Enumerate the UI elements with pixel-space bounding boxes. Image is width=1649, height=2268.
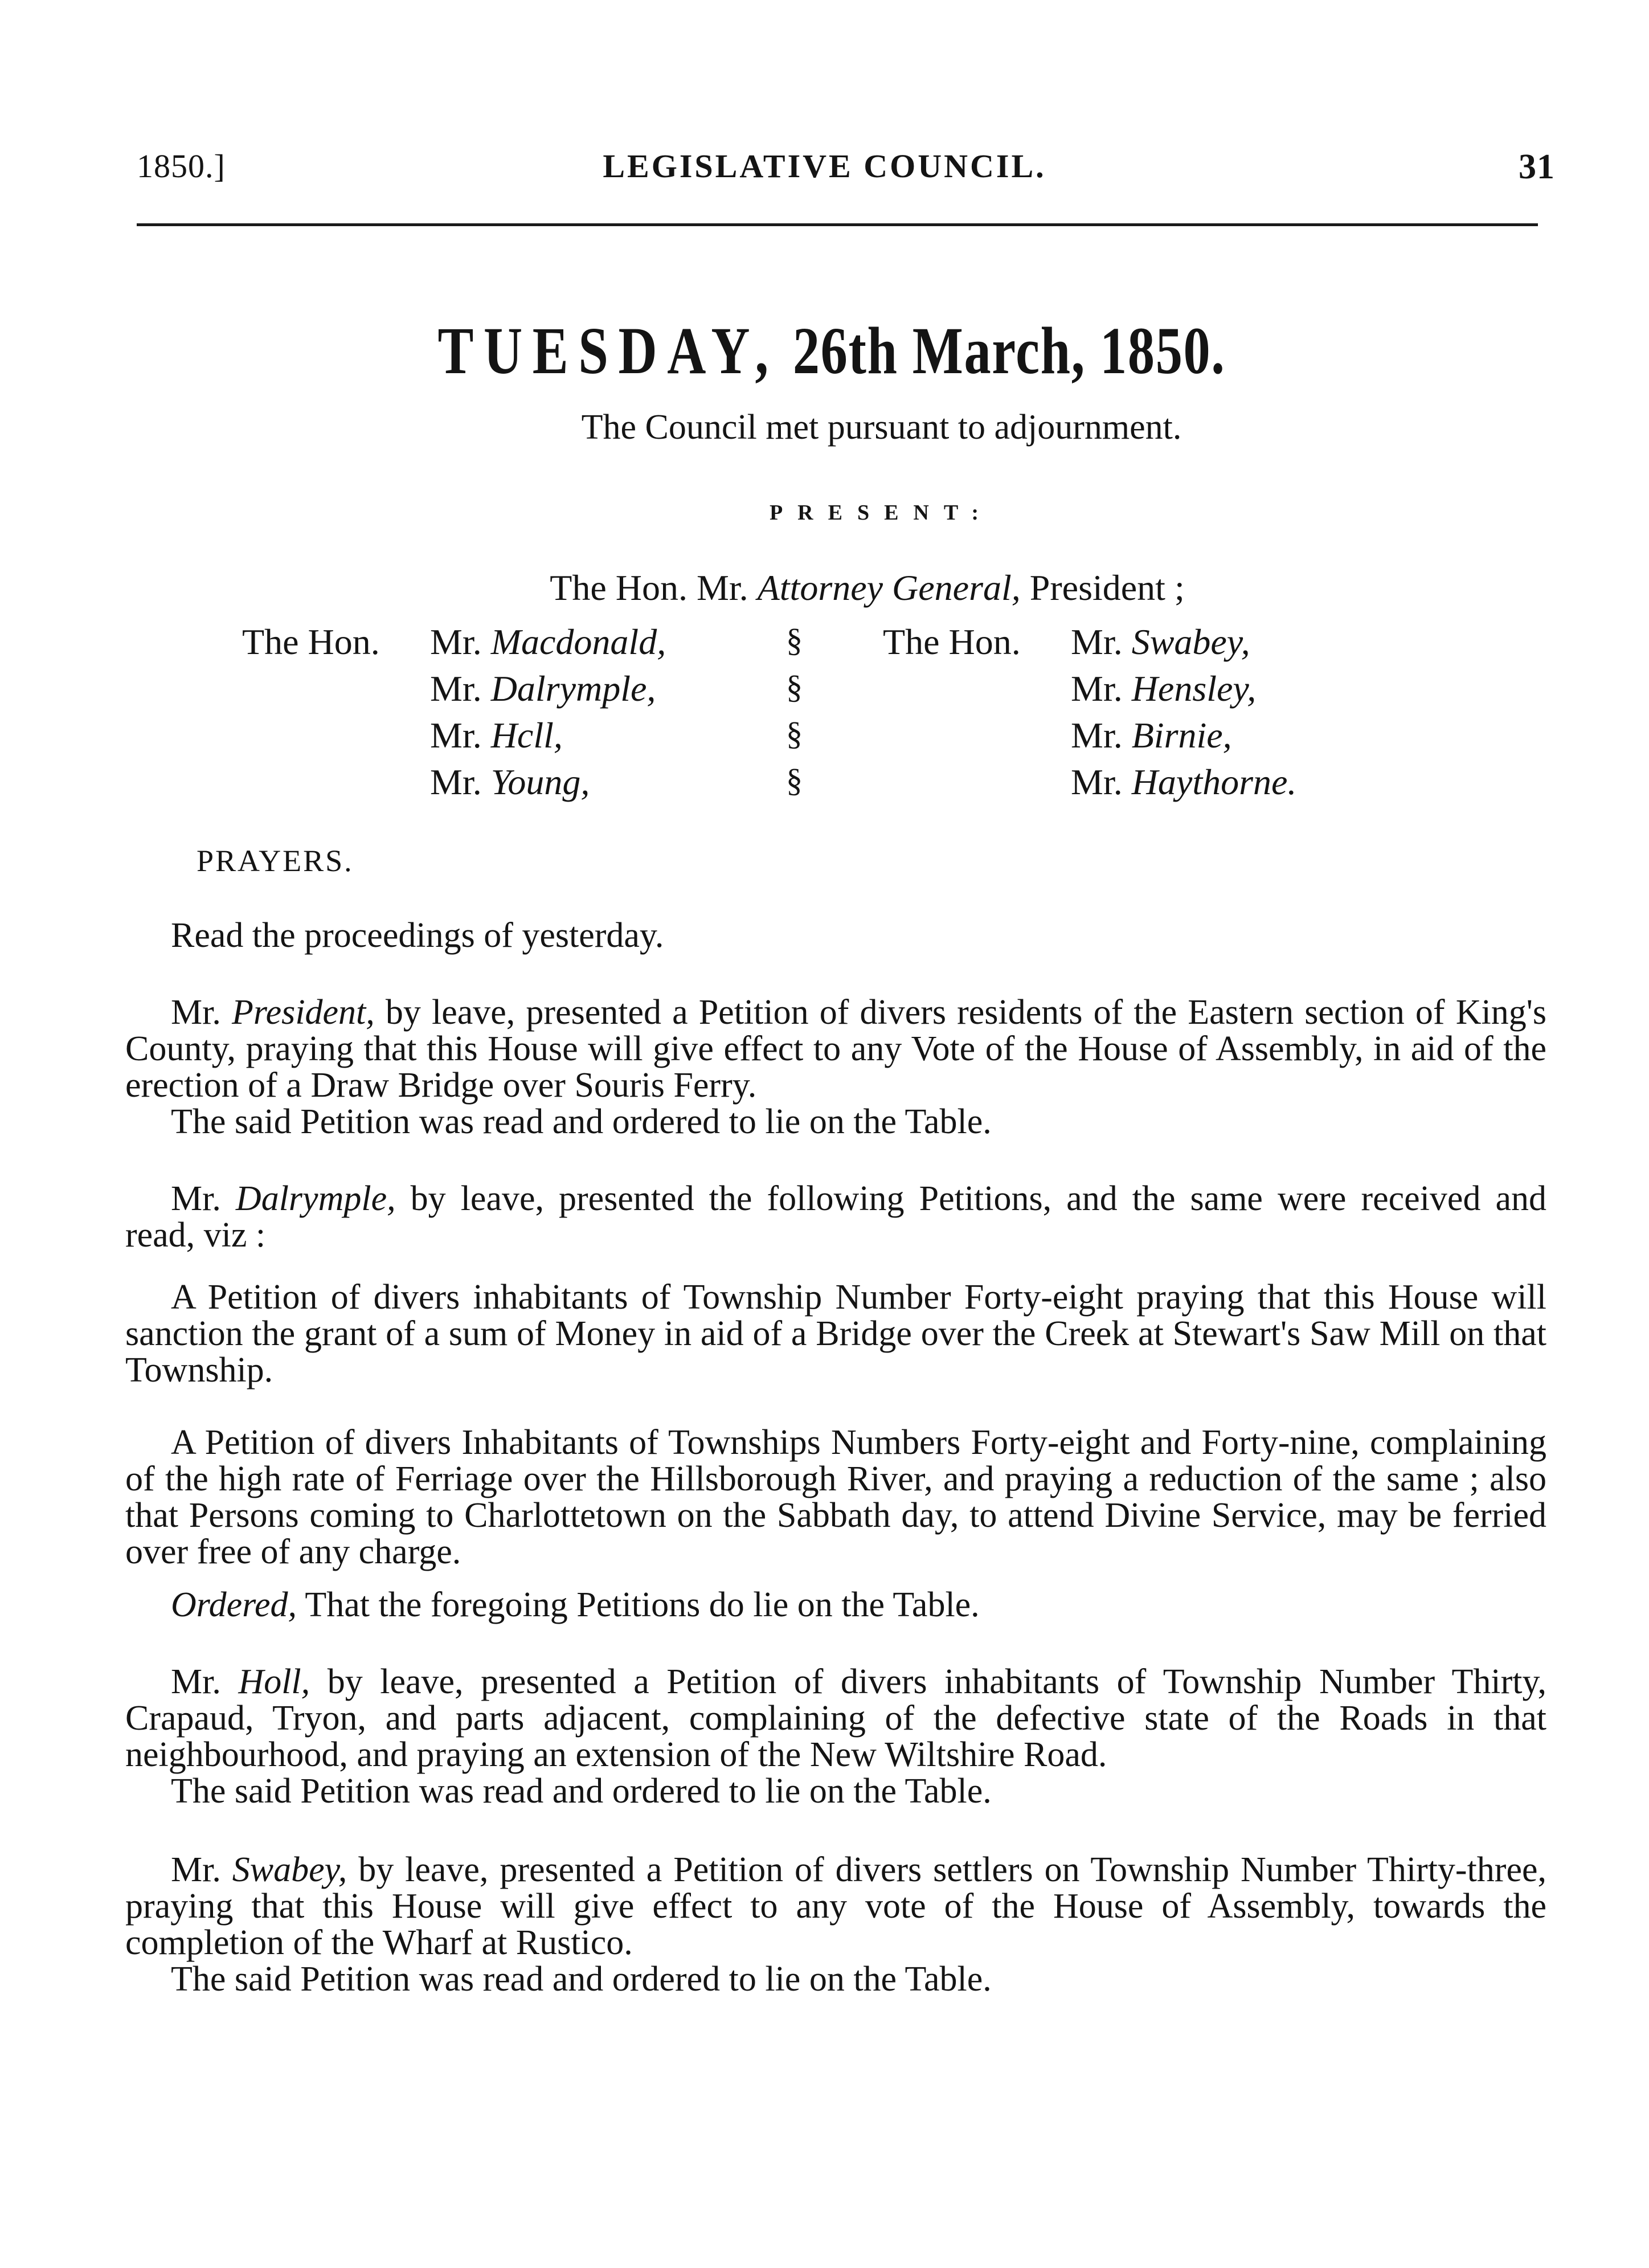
member-right: Mr. Haythorne.	[1071, 762, 1297, 802]
hon-label-right: The Hon.	[883, 622, 1021, 662]
present-label: PRESENT:	[769, 501, 994, 525]
speaker-prefix: Mr.	[171, 1662, 221, 1701]
petition-followup: The said Petition was read and ordered to lie on the Table.	[171, 1102, 992, 1141]
president-prefix: The Hon. Mr.	[550, 567, 748, 608]
ordered-word: Ordered,	[171, 1585, 297, 1624]
ordered-paragraph: Ordered, That the foregoing Petitions do lie on the Table.	[171, 1585, 980, 1624]
members-row	[0, 714, 1649, 761]
page-number: 31	[1519, 148, 1555, 186]
speaker-prefix: Mr.	[171, 1179, 221, 1218]
members-row	[0, 761, 1649, 808]
member-left: Mr. Young,	[430, 762, 590, 802]
running-head-title: LEGISLATIVE COUNCIL.	[603, 148, 1046, 185]
member-left: Mr. Dalrymple,	[430, 668, 656, 709]
prayers-heading: PRAYERS.	[197, 844, 354, 878]
speaker-name: Dalrymple,	[235, 1179, 396, 1218]
header-rule	[137, 223, 1538, 226]
date-heading-day: TUESDAY,	[437, 313, 779, 388]
section-separator: §	[786, 762, 803, 799]
petition-item: A Petition of divers Inhabitants of Townships Numbers Forty-eight and Forty-nine, complaining of the high rate of Ferriage over the Hillsborough River, and praying a reduction of the same ; also that Persons coming to Charlottetown on the Sabbath day, to attend Divine Service, may be ferried over free of any charge.	[125, 1423, 1546, 1571]
president-suffix: President ;	[1029, 567, 1185, 608]
speaker-name: Holl,	[238, 1662, 310, 1701]
member-right: Mr. Hensley,	[1071, 668, 1257, 709]
section-separator: §	[786, 668, 803, 705]
members-row	[0, 668, 1649, 714]
petition-followup: The said Petition was read and ordered to lie on the Table.	[171, 1772, 992, 1811]
section-separator: §	[786, 622, 803, 659]
speaker-name: Swabey,	[232, 1850, 347, 1889]
members-list	[0, 621, 1649, 826]
running-head-year: 1850.]	[137, 148, 226, 185]
petition-president-paragraph: Mr. President, by leave, presented a Petition of divers residents of the Eastern section of King's County, praying that this House will give effect to any Vote of the House of Assembly, in aid of the erection of a Draw Bridge over Souris Ferry.	[125, 993, 1546, 1105]
date-heading	[172, 312, 1491, 390]
members-row	[0, 621, 1649, 668]
petition-holl-paragraph: Mr. Holl, by leave, presented a Petition of divers inhabitants of Township Number Thirty, Crapaud, Tryon, and parts adjacent, complaining of the defective state of the Roads in that neighbourhood, and praying an extension of the New Wiltshire Road.	[125, 1662, 1547, 1774]
president-name: Attorney General,	[757, 567, 1021, 608]
opening-line: The Council met pursuant to adjournment.	[581, 408, 1182, 447]
date-heading-date: 26th March, 1850.	[792, 313, 1226, 388]
section-separator: §	[786, 715, 803, 752]
proceedings-paragraph: Read the proceedings of yesterday.	[171, 916, 664, 955]
petition-item: A Petition of divers inhabitants of Township Number Forty-eight praying that this House will sanction the grant of a sum of Money in aid of a Bridge over the Creek at Stewart's Saw Mill on that Township.	[125, 1278, 1546, 1390]
member-right: Mr. Birnie,	[1071, 715, 1232, 755]
member-left: Mr. Hcll,	[430, 715, 563, 755]
member-left: Mr. Macdonald,	[430, 622, 666, 662]
member-right: Mr. Swabey,	[1071, 622, 1250, 662]
speaker-prefix: Mr.	[171, 1850, 221, 1889]
speaker-name: President,	[231, 993, 375, 1032]
hon-label-left: The Hon.	[242, 622, 380, 662]
speaker-prefix: Mr.	[171, 993, 221, 1032]
running-head	[0, 137, 1649, 199]
petition-followup: The said Petition was read and ordered to lie on the Table.	[171, 1960, 992, 1999]
petition-swabey-paragraph: Mr. Swabey, by leave, presented a Petition of divers settlers on Township Number Thirty-three, praying that this House will give effect to any vote of the House of Assembly, towards the completion of the Wharf at Rustico.	[125, 1850, 1546, 1962]
petition-dalrymple-paragraph: Mr. Dalrymple, by leave, presented the following Petitions, and the same were received and read, viz :	[125, 1179, 1547, 1254]
president-line	[43, 567, 1649, 609]
